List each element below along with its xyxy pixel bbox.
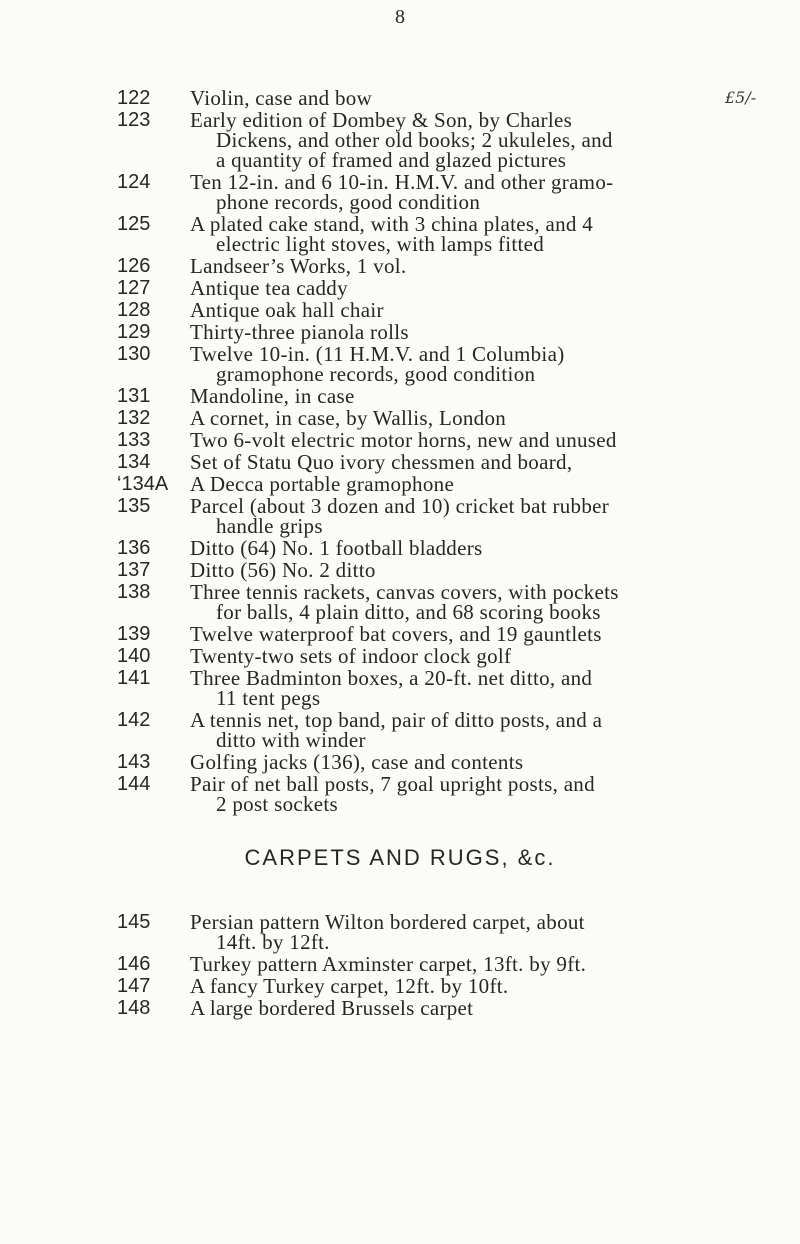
lot-description xyxy=(190,710,720,750)
lot-number: 141 xyxy=(117,667,151,689)
lot-number: 136 xyxy=(117,537,151,559)
lot-number: 124 xyxy=(117,171,151,193)
lot-entry xyxy=(0,408,800,430)
lot-description xyxy=(190,452,720,472)
description-line: Thirty-three pianola rolls xyxy=(190,320,409,344)
lot-number: 127 xyxy=(117,277,151,299)
description-line: 2 post sockets xyxy=(216,792,339,816)
lot-entry xyxy=(0,538,800,560)
lot-description xyxy=(190,386,720,406)
lot-description xyxy=(190,624,720,644)
lot-description xyxy=(190,774,720,814)
lot-description xyxy=(190,976,720,996)
lot-description xyxy=(190,954,720,974)
lot-number: 122 xyxy=(117,87,151,109)
description-line: Ten 12-in. and 6 10-in. H.M.V. and other gramo- xyxy=(190,170,614,194)
description-line: A Decca portable gramophone xyxy=(190,472,455,496)
lot-description xyxy=(190,88,720,108)
lot-description xyxy=(190,430,720,450)
description-line: Turkey pattern Axminster carpet, 13ft. by 9ft. xyxy=(190,952,587,976)
lot-entry xyxy=(0,646,800,668)
lot-entry xyxy=(0,624,800,646)
lot-entry xyxy=(0,976,800,998)
lot-number: 126 xyxy=(117,255,151,277)
lot-number: 123 xyxy=(117,109,151,131)
lot-number: 139 xyxy=(117,623,151,645)
lot-entry xyxy=(0,954,800,976)
section-heading: CARPETS AND RUGS, &c. xyxy=(244,845,556,870)
lot-entry xyxy=(0,474,800,496)
lot-number: 131 xyxy=(117,385,151,407)
lot-description xyxy=(190,560,720,580)
lot-entry xyxy=(0,452,800,474)
lot-entry xyxy=(0,710,800,752)
lot-list xyxy=(0,88,800,816)
description-line: for balls, 4 plain ditto, and 68 scoring books xyxy=(216,600,601,624)
description-line: A plated cake stand, with 3 china plates, and 4 xyxy=(190,212,594,236)
description-line: ditto with winder xyxy=(216,728,366,752)
lot-number: 143 xyxy=(117,751,151,773)
lot-description xyxy=(190,474,720,494)
lot-description xyxy=(190,646,720,666)
description-line: 11 tent pegs xyxy=(216,686,321,710)
lot-description xyxy=(190,278,720,298)
description-line: Antique tea caddy xyxy=(190,276,348,300)
lot-description xyxy=(190,110,720,170)
description-line: Golfing jacks (136), case and contents xyxy=(190,750,524,774)
lot-entry xyxy=(0,214,800,256)
lot-entry xyxy=(0,322,800,344)
lot-entry xyxy=(0,668,800,710)
lot-entry xyxy=(0,912,800,954)
description-line: Mandoline, in case xyxy=(190,384,355,408)
lot-number: 132 xyxy=(117,407,151,429)
description-line: Ditto (64) No. 1 football bladders xyxy=(190,536,483,560)
lot-number: 146 xyxy=(117,953,151,975)
description-line: Dickens, and other old books; 2 ukuleles, and xyxy=(216,128,613,152)
lot-entry xyxy=(0,88,800,110)
description-line: Ditto (56) No. 2 ditto xyxy=(190,558,376,582)
lot-entry xyxy=(0,774,800,816)
lot-number: 130 xyxy=(117,343,151,365)
lot-description xyxy=(190,344,720,384)
lot-description xyxy=(190,172,720,212)
lot-description xyxy=(190,582,720,622)
lot-number: 134 xyxy=(117,451,151,473)
lot-number: ‘134A xyxy=(117,473,169,495)
description-line: Antique oak hall chair xyxy=(190,298,384,322)
description-line: electric light stoves, with lamps fitted xyxy=(216,232,545,256)
lot-entry xyxy=(0,110,800,172)
lot-entry xyxy=(0,300,800,322)
lot-number: 147 xyxy=(117,975,151,997)
description-line: gramophone records, good condition xyxy=(216,362,536,386)
description-line: Parcel (about 3 dozen and 10) cricket bat rubber xyxy=(190,494,610,518)
lot-entry xyxy=(0,560,800,582)
description-line: Persian pattern Wilton bordered carpet, about xyxy=(190,910,585,934)
description-line: Early edition of Dombey & Son, by Charles xyxy=(190,108,573,132)
description-line: A fancy Turkey carpet, 12ft. by 10ft. xyxy=(190,974,509,998)
lot-entry xyxy=(0,256,800,278)
lot-entry xyxy=(0,582,800,624)
lot-number: 129 xyxy=(117,321,151,343)
description-line: Twelve 10-in. (11 H.M.V. and 1 Columbia) xyxy=(190,342,565,366)
lot-entry xyxy=(0,386,800,408)
description-line: A large bordered Brussels carpet xyxy=(190,996,474,1020)
lot-entry xyxy=(0,278,800,300)
lot-number: 135 xyxy=(117,495,151,517)
description-line: Two 6-volt electric motor horns, new and unused xyxy=(190,428,617,452)
handwritten-price: £5/- xyxy=(725,88,757,107)
lot-number: 148 xyxy=(117,997,151,1019)
lot-entry xyxy=(0,172,800,214)
carpet-lot-list xyxy=(0,912,800,1020)
description-line: Three tennis rackets, canvas covers, with pockets xyxy=(190,580,619,604)
lot-entry xyxy=(0,344,800,386)
description-line: 14ft. by 12ft. xyxy=(216,930,330,954)
lot-entry xyxy=(0,496,800,538)
lot-description xyxy=(190,256,720,276)
page-number: 8 xyxy=(395,6,405,28)
description-line: a quantity of framed and glazed pictures xyxy=(216,148,567,172)
lot-entry xyxy=(0,430,800,452)
lot-number: 142 xyxy=(117,709,151,731)
description-line: handle grips xyxy=(216,514,323,538)
lot-description xyxy=(190,668,720,708)
description-line: A tennis net, top band, pair of ditto posts, and a xyxy=(190,708,603,732)
description-line: Three Badminton boxes, a 20-ft. net ditto, and xyxy=(190,666,593,690)
lot-description xyxy=(190,214,720,254)
lot-description xyxy=(190,998,720,1018)
lot-entry xyxy=(0,998,800,1020)
lot-number: 138 xyxy=(117,581,151,603)
lot-description xyxy=(190,322,720,342)
lot-number: 137 xyxy=(117,559,151,581)
lot-description xyxy=(190,300,720,320)
lot-description xyxy=(190,496,720,536)
description-line: Landseer’s Works, 1 vol. xyxy=(190,254,407,278)
lot-number: 128 xyxy=(117,299,151,321)
lot-description xyxy=(190,538,720,558)
description-line: Set of Statu Quo ivory chessmen and board, xyxy=(190,450,573,474)
lot-number: 140 xyxy=(117,645,151,667)
lot-number: 125 xyxy=(117,213,151,235)
lot-description xyxy=(190,912,720,952)
lot-number: 144 xyxy=(117,773,151,795)
description-line: Twenty-two sets of indoor clock golf xyxy=(190,644,512,668)
description-line: Violin, case and bow xyxy=(190,86,373,110)
lot-number: 133 xyxy=(117,429,151,451)
description-line: A cornet, in case, by Wallis, London xyxy=(190,406,507,430)
description-line: Twelve waterproof bat covers, and 19 gauntlets xyxy=(190,622,602,646)
lot-entry xyxy=(0,752,800,774)
description-line: phone records, good condition xyxy=(216,190,481,214)
lot-description xyxy=(190,408,720,428)
lot-description xyxy=(190,752,720,772)
description-line: Pair of net ball posts, 7 goal upright posts, and xyxy=(190,772,595,796)
lot-number: 145 xyxy=(117,911,151,933)
